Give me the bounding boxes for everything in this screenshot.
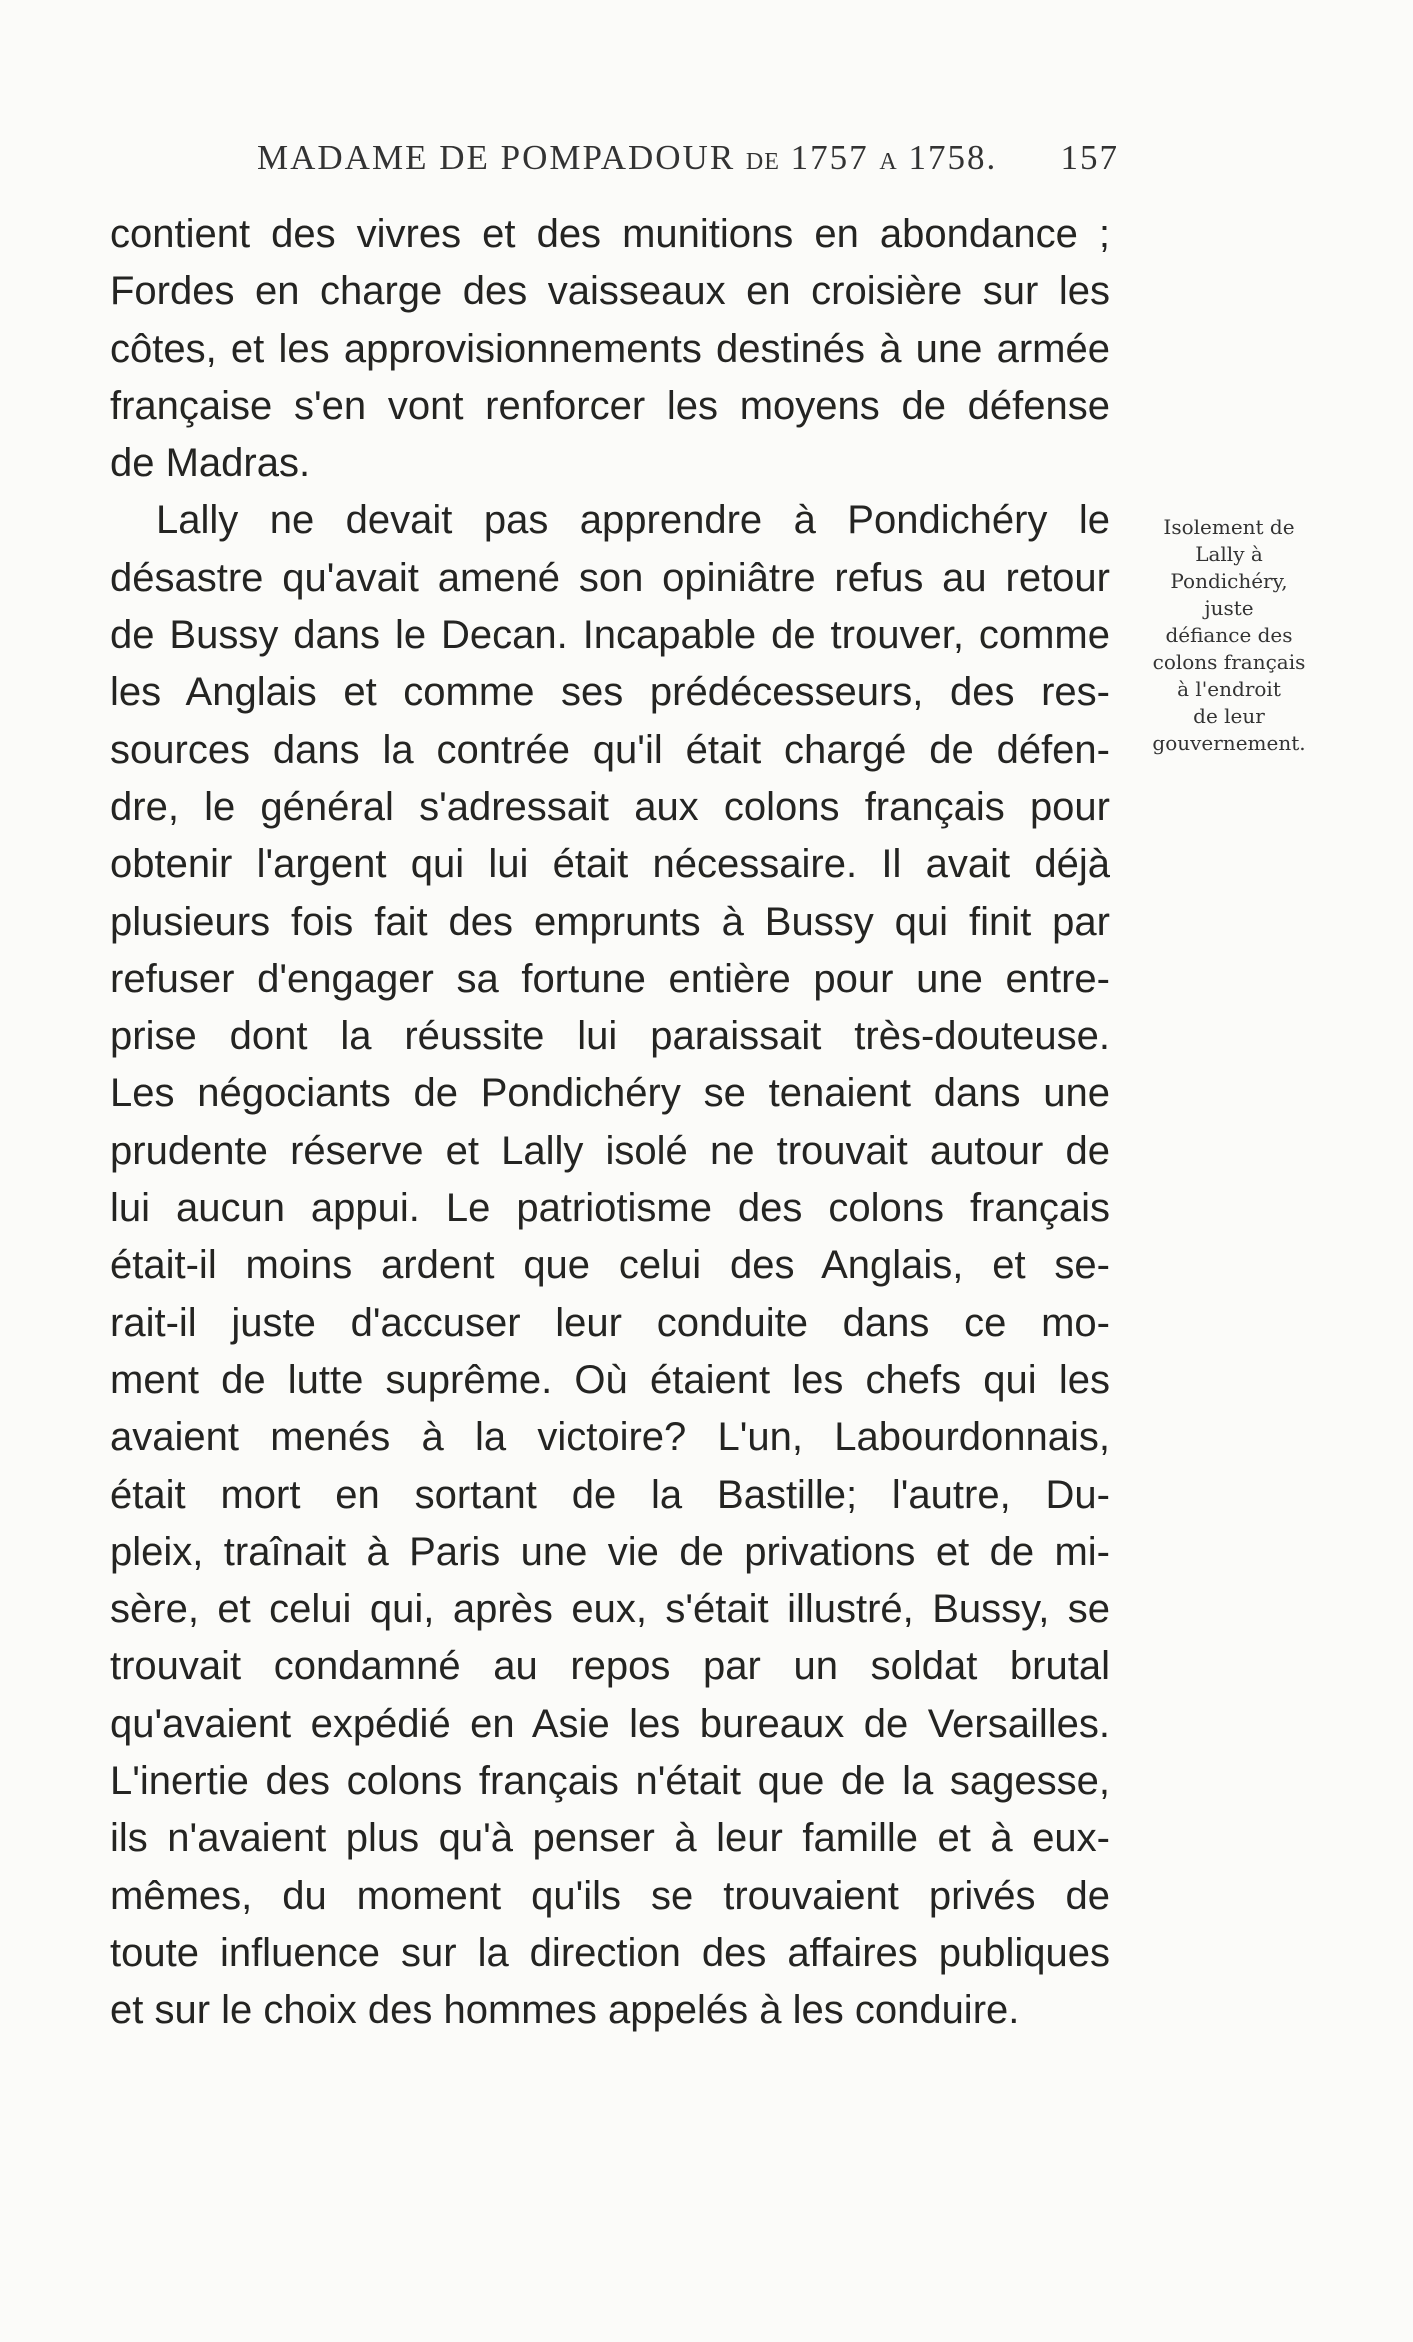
text-line: sère, et celui qui, après eux, s'était illustré, Bussy, se — [110, 1587, 1110, 1632]
margin-note-line: défiance des — [1165, 623, 1293, 647]
text-line: mêmes, du moment qu'ils se trouvaient privés de — [110, 1873, 1110, 1918]
margin-note-line: Pondichéry, — [1170, 569, 1288, 593]
margin-note-line: Lally à — [1195, 542, 1263, 566]
text-line: L'inertie des colons français n'était que de la sagesse, — [110, 1759, 1110, 1804]
text-line: Fordes en charge des vaisseaux en croisière sur les — [110, 269, 1110, 314]
text-line: Les négociants de Pondichéry se tenaient dans une — [110, 1071, 1110, 1116]
text-line: française s'en vont renforcer les moyens de défense — [110, 383, 1110, 428]
text-line: toute influence sur la direction des affaires publiques — [110, 1930, 1110, 1975]
text-line: dre, le général s'adressait aux colons français pour — [110, 784, 1110, 829]
text-line: et sur le choix des hommes appelés à les conduire. — [110, 1988, 1020, 2033]
text-line: avaient menés à la victoire? L'un, Labourdonnais, — [110, 1415, 1110, 1460]
text-line: prudente réserve et Lally isolé ne trouvait autour de — [110, 1128, 1110, 1173]
margin-note-line: de leur — [1193, 704, 1265, 728]
margin-note-line: gouvernement. — [1152, 731, 1306, 755]
header-year-end: 1758. — [908, 138, 998, 177]
text-line: ils n'avaient plus qu'à penser à leur famille et à eux- — [110, 1816, 1110, 1861]
text-line: désastre qu'avait amené son opiniâtre refus au retour — [110, 555, 1110, 600]
text-line: Lally ne devait pas apprendre à Pondichéry le — [156, 498, 1110, 543]
text-line: côtes, et les approvisionnements destinés à une armée — [110, 326, 1110, 371]
text-line: de Madras. — [110, 441, 311, 486]
header-title: MADAME DE POMPADOUR — [257, 138, 736, 177]
text-line: était-il moins ardent que celui des Anglais, et se- — [110, 1243, 1110, 1288]
running-head — [257, 138, 1119, 188]
margin-note — [1124, 514, 1334, 757]
text-line: trouvait condamné au repos par un soldat brutal — [110, 1644, 1110, 1689]
text-line: contient des vivres et des munitions en abondance ; — [110, 212, 1110, 256]
text-line: de Bussy dans le Decan. Incapable de trouver, comme — [110, 613, 1110, 658]
body-text — [110, 206, 1110, 2040]
text-line: rait-il juste d'accuser leur conduite dans ce mo- — [110, 1300, 1110, 1345]
text-line: lui aucun appui. Le patriotisme des colons français — [110, 1186, 1110, 1231]
header-a: A — [879, 149, 898, 175]
margin-note-line: colons français — [1152, 650, 1306, 674]
text-line: sources dans la contrée qu'il était chargé de défen- — [110, 727, 1110, 772]
header-de: DE — [745, 149, 780, 175]
text-line: ment de lutte suprême. Où étaient les chefs qui les — [110, 1357, 1110, 1402]
text-line: les Anglais et comme ses prédécesseurs, des res- — [110, 670, 1110, 715]
text-line: pleix, traînait à Paris une vie de privations et de mi- — [110, 1529, 1110, 1574]
text-line: prise dont la réussite lui paraissait très-douteuse. — [110, 1014, 1110, 1059]
text-line: refuser d'engager sa fortune entière pour une entre- — [110, 956, 1110, 1001]
margin-note-line: Isolement de — [1163, 515, 1295, 539]
margin-note-line: à l'endroit — [1177, 677, 1281, 701]
page-number: 157 — [1060, 138, 1119, 177]
text-line: obtenir l'argent qui lui était nécessaire. Il avait déjà — [110, 842, 1110, 887]
text-line: qu'avaient expédié en Asie les bureaux de Versailles. — [110, 1701, 1110, 1746]
margin-note-line: juste — [1204, 596, 1254, 620]
running-head-title — [257, 138, 997, 178]
header-year-start: 1757 — [790, 138, 869, 177]
text-line: était mort en sortant de la Bastille; l'autre, Du- — [110, 1472, 1110, 1517]
text-line: plusieurs fois fait des emprunts à Bussy qui finit par — [110, 899, 1110, 944]
